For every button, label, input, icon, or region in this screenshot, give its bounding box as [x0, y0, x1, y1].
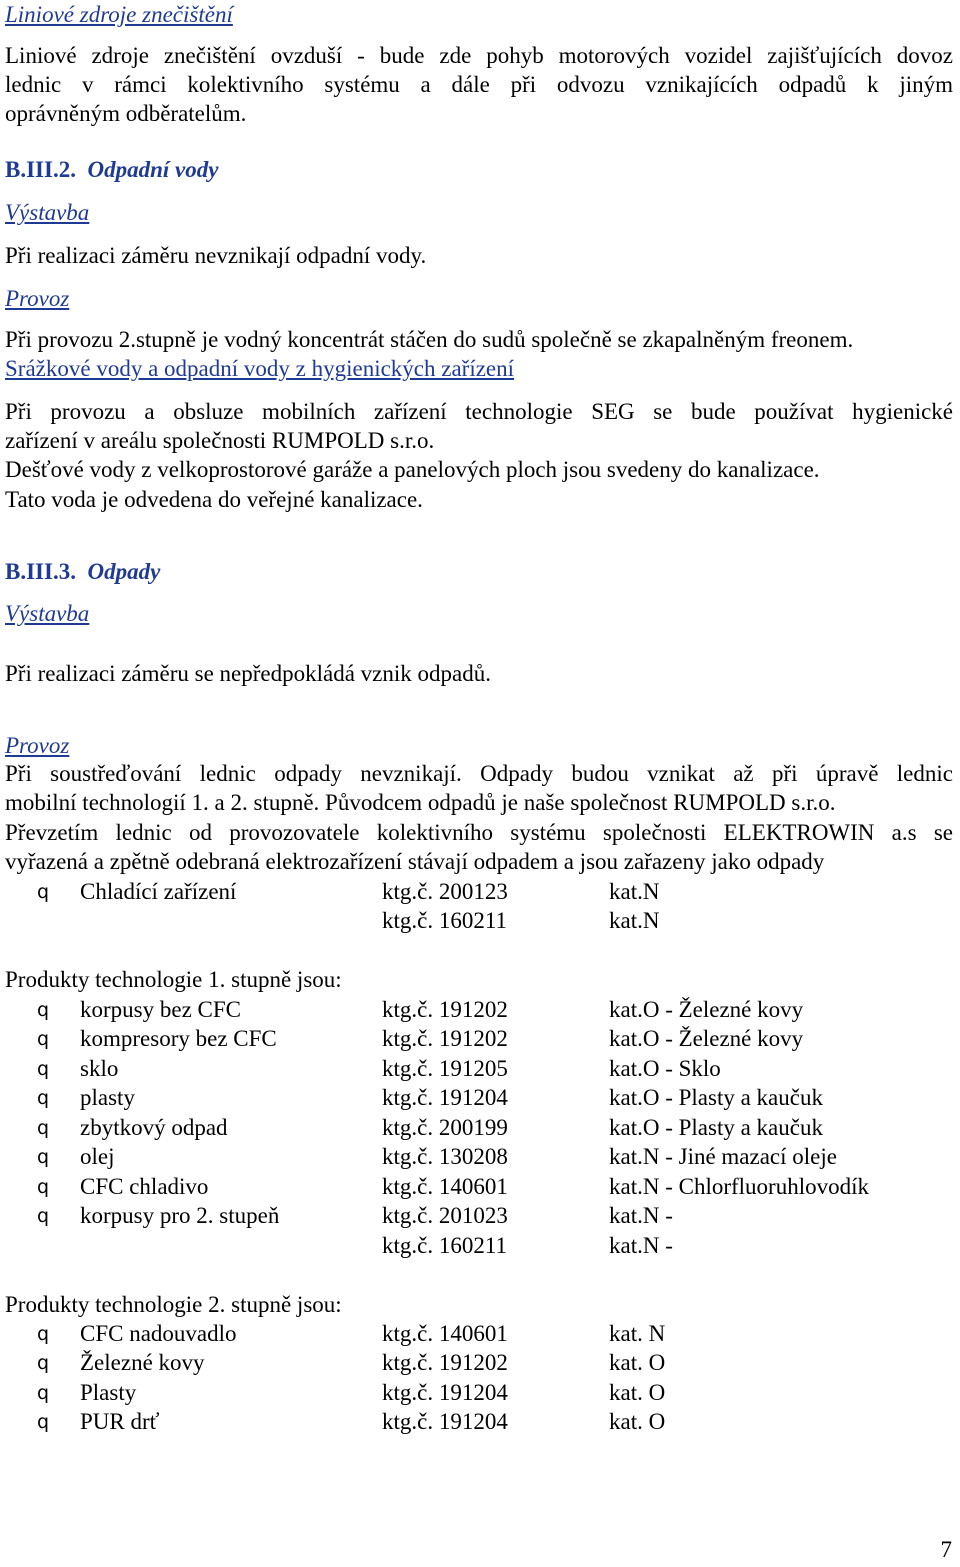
- list-item: [0, 998, 960, 1024]
- subheading-construction: Výstavba: [5, 601, 90, 626]
- item-catalog-number: ktg.č. 200123: [382, 879, 508, 904]
- list-item: [0, 1381, 960, 1407]
- bullet-icon: q: [37, 1382, 50, 1404]
- item-name: CFC chladivo: [80, 1174, 209, 1199]
- paragraph-line: lednic v rámci kolektivního systému a dále při odvozu vznikajících odpadů k jiným: [5, 72, 953, 97]
- paragraph-line: Tato voda je odvedena do veřejné kanalizace.: [5, 487, 423, 512]
- item-category: kat.N: [609, 908, 660, 933]
- list-heading-tech2: Produkty technologie 2. stupně jsou:: [5, 1292, 342, 1317]
- item-category: kat.N -: [609, 1203, 673, 1228]
- section-title-linear-sources: Liniové zdroje znečištění: [5, 2, 233, 27]
- paragraph-line: mobilní technologií 1. a 2. stupně. Původcem odpadů je naše společnost RUMPOLD s.r.o.: [5, 790, 836, 815]
- item-name: PUR drť: [80, 1409, 160, 1434]
- item-catalog-number: ktg.č. 200199: [382, 1115, 508, 1140]
- bullet-icon: q: [37, 1058, 50, 1080]
- item-catalog-number: ktg.č. 160211: [382, 908, 507, 933]
- list-item: [0, 1175, 960, 1201]
- item-category: kat.O - Plasty a kaučuk: [609, 1085, 823, 1110]
- subheading-operation: Provoz: [5, 733, 70, 758]
- item-category: kat. O: [609, 1409, 666, 1434]
- bullet-icon: q: [37, 1205, 50, 1227]
- paragraph-line: Při realizaci záměru nevznikají odpadní vody.: [5, 243, 427, 268]
- bullet-icon: q: [37, 1176, 50, 1198]
- section-heading-waste: [5, 560, 160, 583]
- item-name: korpusy pro 2. stupeň: [80, 1203, 280, 1228]
- item-catalog-number: ktg.č. 191204: [382, 1085, 508, 1110]
- list-item: [0, 1410, 960, 1436]
- item-category: kat. N: [609, 1321, 666, 1346]
- list-item: [0, 1145, 960, 1171]
- item-catalog-number: ktg.č. 140601: [382, 1174, 508, 1199]
- list-item: [0, 1027, 960, 1053]
- paragraph-line: zařízení v areálu společnosti RUMPOLD s.r.o.: [5, 428, 435, 453]
- item-name: Plasty: [80, 1380, 137, 1405]
- bullet-icon: q: [37, 881, 50, 903]
- section-title: Odpady: [87, 559, 161, 584]
- subheading-operation: Provoz: [5, 286, 70, 311]
- paragraph-line: Při provozu a obsluze mobilních zařízení technologie SEG se bude používat hygienické: [5, 399, 953, 424]
- section-number: B.III.3.: [5, 559, 76, 584]
- list-item: [0, 880, 960, 906]
- item-catalog-number: ktg.č. 201023: [382, 1203, 508, 1228]
- item-name: korpusy bez CFC: [80, 997, 241, 1022]
- bullet-icon: q: [37, 999, 50, 1021]
- item-category: kat.N: [609, 879, 660, 904]
- item-name: CFC nadouvadlo: [80, 1321, 237, 1346]
- bullet-icon: q: [37, 1411, 50, 1433]
- list-heading-tech1: Produkty technologie 1. stupně jsou:: [5, 967, 342, 992]
- item-catalog-number: ktg.č. 191202: [382, 1350, 508, 1375]
- list-item: [0, 1234, 960, 1260]
- list-item: [0, 1322, 960, 1348]
- subheading-rainwater: Srážkové vody a odpadní vody z hygienických zařízení: [5, 356, 515, 381]
- paragraph-line: Převzetím lednic od provozovatele kolektivního systému společnosti ELEKTROWIN a.s se: [5, 820, 953, 845]
- section-number: B.III.2.: [5, 157, 76, 182]
- item-catalog-number: ktg.č. 130208: [382, 1144, 508, 1169]
- item-catalog-number: ktg.č. 160211: [382, 1233, 507, 1258]
- item-catalog-number: ktg.č. 140601: [382, 1321, 508, 1346]
- item-category: kat.O - Železné kovy: [609, 997, 804, 1022]
- item-category: kat. O: [609, 1350, 666, 1375]
- item-category: kat.N - Chlorfluoruhlovodík: [609, 1174, 869, 1199]
- section-heading-wastewater: [5, 158, 218, 181]
- item-name: olej: [80, 1144, 115, 1169]
- paragraph-line: Dešťové vody z velkoprostorové garáže a panelových ploch jsou svedeny do kanalizace.: [5, 457, 820, 482]
- item-name: plasty: [80, 1085, 135, 1110]
- bullet-icon: q: [37, 1028, 50, 1050]
- item-name: sklo: [80, 1056, 119, 1081]
- item-catalog-number: ktg.č. 191204: [382, 1409, 508, 1434]
- section-title: Odpadní vody: [87, 157, 219, 182]
- page-number: 7: [940, 1537, 952, 1562]
- bullet-icon: q: [37, 1323, 50, 1345]
- list-item: [0, 1351, 960, 1377]
- bullet-icon: q: [37, 1117, 50, 1139]
- item-category: kat.O - Sklo: [609, 1056, 721, 1081]
- list-item: [0, 909, 960, 935]
- list-item: [0, 1204, 960, 1230]
- paragraph-line: Liniové zdroje znečištění ovzduší - bude zde pohyb motorových vozidel zajišťujících dovoz: [5, 43, 953, 68]
- item-name: kompresory bez CFC: [80, 1026, 277, 1051]
- paragraph-line: oprávněným odběratelům.: [5, 101, 247, 126]
- paragraph-line: Při provozu 2.stupně je vodný koncentrát stáčen do sudů společně se zkapalněným freonem.: [5, 327, 854, 352]
- list-item: [0, 1086, 960, 1112]
- item-catalog-number: ktg.č. 191202: [382, 997, 508, 1022]
- paragraph-line: vyřazená a zpětně odebraná elektrozařízení stávají odpadem a jsou zařazeny jako odpady: [5, 849, 825, 874]
- item-name: Chladící zařízení: [80, 879, 237, 904]
- item-name: Železné kovy: [80, 1350, 205, 1375]
- bullet-icon: q: [37, 1146, 50, 1168]
- item-category: kat. O: [609, 1380, 666, 1405]
- paragraph-line: Při soustřeďování lednic odpady nevznikají. Odpady budou vznikat až při úpravě lednic: [5, 761, 953, 786]
- item-catalog-number: ktg.č. 191205: [382, 1056, 508, 1081]
- item-name: zbytkový odpad: [80, 1115, 228, 1140]
- item-catalog-number: ktg.č. 191202: [382, 1026, 508, 1051]
- item-category: kat.N -: [609, 1233, 673, 1258]
- item-category: kat.O - Plasty a kaučuk: [609, 1115, 823, 1140]
- subheading-construction: Výstavba: [5, 200, 90, 225]
- list-item: [0, 1116, 960, 1142]
- item-category: kat.N - Jiné mazací oleje: [609, 1144, 837, 1169]
- item-catalog-number: ktg.č. 191204: [382, 1380, 508, 1405]
- list-item: [0, 1057, 960, 1083]
- bullet-icon: q: [37, 1087, 50, 1109]
- bullet-icon: q: [37, 1352, 50, 1374]
- item-category: kat.O - Železné kovy: [609, 1026, 804, 1051]
- paragraph-line: Při realizaci záměru se nepředpokládá vznik odpadů.: [5, 661, 491, 686]
